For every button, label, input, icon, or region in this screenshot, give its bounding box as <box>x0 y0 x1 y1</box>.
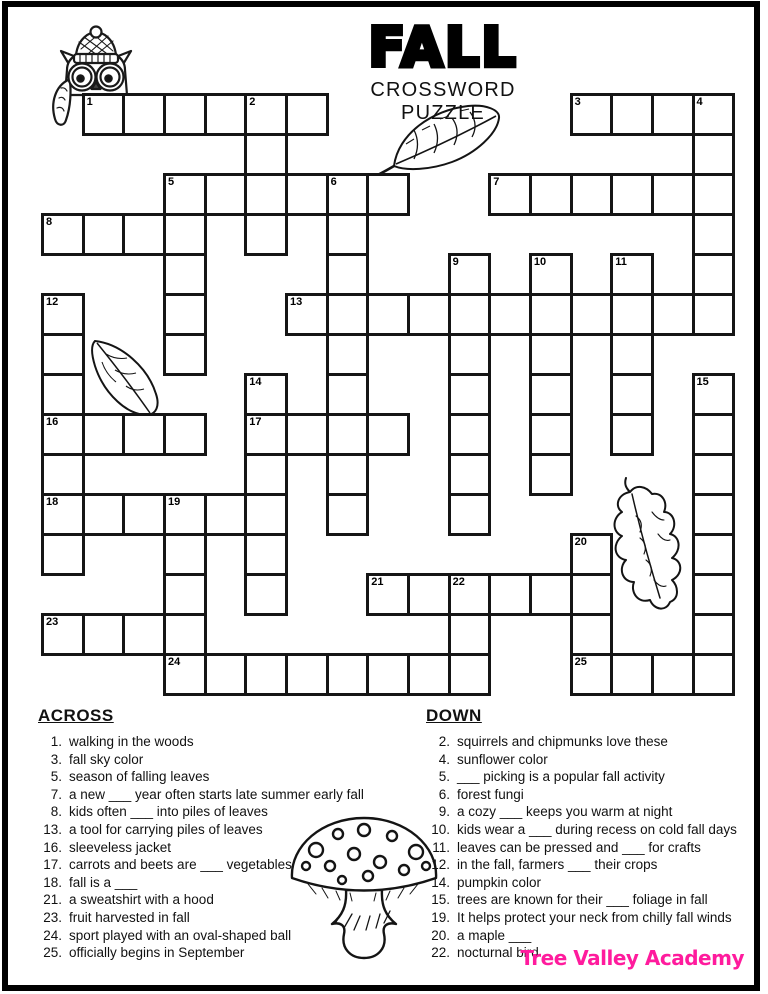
clue-text: a new ___ year often starts late summer early fall <box>69 786 364 802</box>
grid-cell[interactable] <box>610 293 654 336</box>
clue-number-8: 8 <box>46 216 53 228</box>
clue-number-label: 9. <box>438 804 450 820</box>
grid-cell[interactable] <box>41 373 85 416</box>
clue-number-label: 10. <box>431 821 450 837</box>
grid-cell[interactable] <box>163 93 207 136</box>
grid-cell[interactable] <box>122 493 166 536</box>
clue-number-label: 16. <box>43 839 62 855</box>
clue-number-11: 11 <box>615 256 627 268</box>
grid-cell[interactable] <box>244 213 288 256</box>
down-clue-20 <box>424 927 760 945</box>
grid-cell[interactable] <box>82 613 126 656</box>
grid-cell[interactable] <box>326 173 370 216</box>
grid-cell[interactable] <box>163 213 207 256</box>
clue-number-label: 20. <box>431 927 450 943</box>
grid-cell[interactable] <box>122 413 166 456</box>
clue-number-23: 23 <box>46 616 59 628</box>
grid-cell[interactable] <box>488 573 532 616</box>
down-clue-5 <box>424 768 760 786</box>
grid-cell[interactable] <box>570 613 614 656</box>
grid-cell[interactable] <box>610 373 654 416</box>
grid-cell[interactable] <box>448 493 492 536</box>
grid-cell[interactable] <box>448 253 492 296</box>
down-clue-4 <box>424 751 760 769</box>
grid-cell[interactable] <box>692 413 736 456</box>
clue-number-12: 12 <box>46 296 59 308</box>
grid-cell[interactable] <box>529 293 573 336</box>
grid-cell[interactable] <box>529 373 573 416</box>
grid-cell[interactable] <box>366 293 410 336</box>
down-clue-10 <box>424 821 760 839</box>
grid-cell[interactable] <box>366 413 410 456</box>
clue-number-label: 11. <box>432 839 450 855</box>
title-block <box>330 16 556 125</box>
grid-cell[interactable] <box>488 173 532 216</box>
clue-number-label: 14. <box>431 874 450 890</box>
across-clue-5 <box>36 768 428 786</box>
grid-cell[interactable] <box>41 293 85 336</box>
down-clues-section <box>424 706 760 962</box>
clue-text: a maple ___ <box>457 927 532 943</box>
grid-cell[interactable] <box>122 213 166 256</box>
grid-cell[interactable] <box>366 573 410 616</box>
grid-cell[interactable] <box>570 533 614 576</box>
across-clue-13 <box>36 821 428 839</box>
grid-cell[interactable] <box>326 253 370 296</box>
clue-number-9: 9 <box>452 256 459 268</box>
grid-cell[interactable] <box>204 173 248 216</box>
grid-cell[interactable] <box>163 333 207 376</box>
clue-number-label: 25. <box>43 945 62 961</box>
grid-cell[interactable] <box>692 293 736 336</box>
down-clue-19 <box>424 909 760 927</box>
across-clue-8 <box>36 803 428 821</box>
clue-number-label: 13. <box>43 821 62 837</box>
grid-cell[interactable] <box>448 453 492 496</box>
down-clue-14 <box>424 874 760 892</box>
grid-cell[interactable] <box>570 653 614 696</box>
grid-cell[interactable] <box>285 653 329 696</box>
down-clue-12 <box>424 856 760 874</box>
page-title: FALL <box>368 16 518 79</box>
grid-cell[interactable] <box>651 93 695 136</box>
grid-cell[interactable] <box>529 333 573 376</box>
grid-cell[interactable] <box>326 653 370 696</box>
grid-cell[interactable] <box>529 573 573 616</box>
grid-cell[interactable] <box>244 413 288 456</box>
grid-cell[interactable] <box>163 293 207 336</box>
clue-text: squirrels and chipmunks love these <box>457 734 668 749</box>
grid-cell[interactable] <box>163 573 207 616</box>
grid-cell[interactable] <box>326 413 370 456</box>
grid-cell[interactable] <box>82 213 126 256</box>
clue-number-20: 20 <box>574 536 587 548</box>
down-clue-11 <box>424 839 760 857</box>
clue-number-15: 15 <box>696 376 709 388</box>
grid-cell[interactable] <box>529 253 573 296</box>
clue-text: sunflower color <box>457 751 548 767</box>
grid-cell[interactable] <box>692 93 736 136</box>
grid-cell[interactable] <box>692 253 736 296</box>
clue-text: forest fungi <box>457 786 524 802</box>
clue-text: in the fall, farmers ___ their crops <box>457 857 658 873</box>
grid-cell[interactable] <box>448 573 492 616</box>
grid-cell[interactable] <box>244 653 288 696</box>
clue-number-6: 6 <box>330 176 337 188</box>
grid-cell[interactable] <box>244 453 288 496</box>
clue-text: It helps protect your neck from chilly fall winds <box>457 909 732 925</box>
clue-number-label: 8. <box>50 804 62 820</box>
clue-number-18: 18 <box>46 496 59 508</box>
grid-cell[interactable] <box>529 173 573 216</box>
grid-cell[interactable] <box>41 453 85 496</box>
grid-cell[interactable] <box>407 653 451 696</box>
clue-number-13: 13 <box>289 296 303 308</box>
across-clue-18 <box>36 874 428 892</box>
grid-cell[interactable] <box>651 653 695 696</box>
grid-cell[interactable] <box>610 413 654 456</box>
clue-text: nocturnal bird <box>457 945 539 961</box>
grid-cell[interactable] <box>692 573 736 616</box>
across-clue-list <box>36 733 428 962</box>
clue-number-25: 25 <box>574 656 587 668</box>
grid-cell[interactable] <box>407 573 451 616</box>
clue-number-24: 24 <box>167 656 181 668</box>
grid-cell[interactable] <box>163 493 207 536</box>
grid-cell[interactable] <box>610 173 654 216</box>
grid-cell[interactable] <box>204 93 248 136</box>
grid-cell[interactable] <box>448 293 492 336</box>
across-heading: ACROSS <box>38 706 114 725</box>
grid-cell[interactable] <box>692 653 736 696</box>
grid-cell[interactable] <box>285 93 329 136</box>
down-clue-15 <box>424 891 760 909</box>
grid-cell[interactable] <box>610 653 654 696</box>
clue-number-19: 19 <box>167 496 181 508</box>
clue-number-10: 10 <box>533 256 547 268</box>
grid-cell[interactable] <box>41 493 85 536</box>
down-clue-9 <box>424 803 760 821</box>
grid-cell[interactable] <box>244 533 288 576</box>
clue-number-label: 18. <box>43 874 62 890</box>
grid-cell[interactable] <box>651 173 695 216</box>
grid-cell[interactable] <box>692 133 736 176</box>
clue-number-label: 3. <box>50 751 62 767</box>
grid-cell[interactable] <box>326 293 370 336</box>
grid-cell[interactable] <box>692 173 736 216</box>
clue-number-label: 4. <box>438 751 450 767</box>
clue-number-label: 15. <box>431 892 450 908</box>
clue-number-label: 12. <box>431 857 450 873</box>
grid-cell[interactable] <box>285 413 329 456</box>
clue-number-label: 2. <box>438 734 450 749</box>
grid-cell[interactable] <box>326 213 370 256</box>
grid-cell[interactable] <box>41 613 85 656</box>
grid-cell[interactable] <box>610 333 654 376</box>
grid-cell[interactable] <box>570 93 614 136</box>
clue-text: fruit harvested in fall <box>69 909 190 925</box>
grid-cell[interactable] <box>529 413 573 456</box>
grid-cell[interactable] <box>448 373 492 416</box>
grid-cell[interactable] <box>244 173 288 216</box>
grid-cell[interactable] <box>366 173 410 216</box>
grid-cell[interactable] <box>570 573 614 616</box>
clue-number-label: 5. <box>50 769 62 785</box>
clue-number-4: 4 <box>696 96 703 108</box>
clue-text: sport played with an oval-shaped ball <box>69 927 292 943</box>
clue-text: trees are known for their ___ foliage in fall <box>457 892 708 908</box>
grid-cell[interactable] <box>692 533 736 576</box>
grid-cell[interactable] <box>570 293 614 336</box>
grid-cell[interactable] <box>244 573 288 616</box>
grid-cell[interactable] <box>163 173 207 216</box>
clue-number-label: 1. <box>50 734 62 749</box>
grid-cell[interactable] <box>82 413 126 456</box>
across-clue-16 <box>36 839 428 857</box>
grid-cell[interactable] <box>41 413 85 456</box>
grid-cell[interactable] <box>122 613 166 656</box>
down-clue-2 <box>424 733 760 751</box>
page-subtitle: CROSSWORD PUZZLE <box>370 79 516 124</box>
clue-number-label: 23. <box>43 909 62 925</box>
clue-number-3: 3 <box>574 96 581 108</box>
grid-cell[interactable] <box>326 453 370 496</box>
clue-text: kids wear a ___ during recess on cold fall days <box>457 821 737 837</box>
across-clue-1 <box>36 733 428 751</box>
clue-number-label: 22. <box>431 945 450 961</box>
grid-cell[interactable] <box>570 173 614 216</box>
across-clue-25 <box>36 944 428 962</box>
clue-number-5: 5 <box>167 176 175 188</box>
clue-text: walking in the woods <box>69 734 194 749</box>
clue-number-label: 5. <box>438 769 450 785</box>
grid-cell[interactable] <box>244 493 288 536</box>
grid-cell[interactable] <box>163 533 207 576</box>
grid-cell[interactable] <box>244 373 288 416</box>
grid-cell[interactable] <box>326 333 370 376</box>
across-clues-section <box>36 706 428 962</box>
grid-cell[interactable] <box>204 653 248 696</box>
across-clue-24 <box>36 927 428 945</box>
grid-cell[interactable] <box>692 213 736 256</box>
grid-cell[interactable] <box>41 213 85 256</box>
clue-text: fall is a ___ <box>69 874 138 890</box>
grid-cell[interactable] <box>326 493 370 536</box>
grid-cell[interactable] <box>285 173 329 216</box>
grid-cell[interactable] <box>692 613 736 656</box>
grid-cell[interactable] <box>41 333 85 376</box>
clue-text: a tool for carrying piles of leaves <box>69 821 263 837</box>
clue-text: kids often ___ into piles of leaves <box>69 804 268 820</box>
clue-text: pumpkin color <box>457 874 542 890</box>
grid-cell[interactable] <box>204 493 248 536</box>
grid-cell[interactable] <box>610 93 654 136</box>
clue-number-22: 22 <box>452 576 465 588</box>
clue-text: fall sky color <box>69 751 144 767</box>
grid-cell[interactable] <box>692 453 736 496</box>
grid-cell[interactable] <box>326 373 370 416</box>
clue-text: ___ picking is a popular fall activity <box>457 769 665 785</box>
clue-text: a cozy ___ keeps you warm at night <box>457 804 673 820</box>
clue-number-7: 7 <box>493 176 500 188</box>
grid-cell[interactable] <box>448 413 492 456</box>
grid-cell[interactable] <box>407 293 451 336</box>
grid-cell[interactable] <box>488 293 532 336</box>
grid-cell[interactable] <box>163 253 207 296</box>
grid-cell[interactable] <box>122 93 166 136</box>
across-clue-21 <box>36 891 428 909</box>
clue-number-label: 21. <box>43 892 62 908</box>
grid-cell[interactable] <box>285 293 329 336</box>
down-clue-6 <box>424 786 760 804</box>
clue-number-2: 2 <box>249 96 256 108</box>
clue-number-1: 1 <box>86 96 93 108</box>
oak-leaf-icon <box>606 476 684 614</box>
clue-number-label: 19. <box>431 909 450 925</box>
grid-cell[interactable] <box>163 613 207 656</box>
clue-number-14: 14 <box>249 376 262 388</box>
clue-number-label: 17. <box>43 857 62 873</box>
clue-text: a sweatshirt with a hood <box>69 892 214 908</box>
clue-text: officially begins in September <box>69 945 245 961</box>
clue-number-label: 24. <box>43 927 62 943</box>
grid-cell[interactable] <box>244 93 288 136</box>
clue-number-label: 7. <box>50 786 62 802</box>
clue-number-17: 17 <box>249 416 262 428</box>
grid-cell[interactable] <box>366 653 410 696</box>
clue-number-16: 16 <box>46 416 59 428</box>
across-clue-3 <box>36 751 428 769</box>
across-clue-23 <box>36 909 428 927</box>
grid-cell[interactable] <box>163 413 207 456</box>
grid-cell[interactable] <box>692 373 736 416</box>
clue-number-21: 21 <box>371 576 384 588</box>
grid-cell[interactable] <box>448 653 492 696</box>
clue-text: sleeveless jacket <box>69 839 172 855</box>
grid-cell[interactable] <box>610 253 654 296</box>
down-heading: DOWN <box>426 706 482 725</box>
grid-cell[interactable] <box>529 453 573 496</box>
grid-cell[interactable] <box>448 613 492 656</box>
grid-cell[interactable] <box>692 493 736 536</box>
grid-cell[interactable] <box>651 293 695 336</box>
brand-credit: Tree Valley Academy <box>520 946 744 970</box>
clue-text: carrots and beets are ___ vegetables <box>69 857 292 873</box>
down-clue-list <box>424 733 760 962</box>
grid-cell[interactable] <box>82 93 126 136</box>
grid-cell[interactable] <box>41 533 85 576</box>
across-clue-7 <box>36 786 428 804</box>
grid-cell[interactable] <box>244 133 288 176</box>
clue-text: season of falling leaves <box>69 769 210 785</box>
grid-cell[interactable] <box>82 493 126 536</box>
clue-text: leaves can be pressed and ___ for crafts <box>457 839 701 855</box>
grid-cell[interactable] <box>448 333 492 376</box>
across-clue-17 <box>36 856 428 874</box>
clue-number-label: 6. <box>438 786 450 802</box>
grid-cell[interactable] <box>163 653 207 696</box>
